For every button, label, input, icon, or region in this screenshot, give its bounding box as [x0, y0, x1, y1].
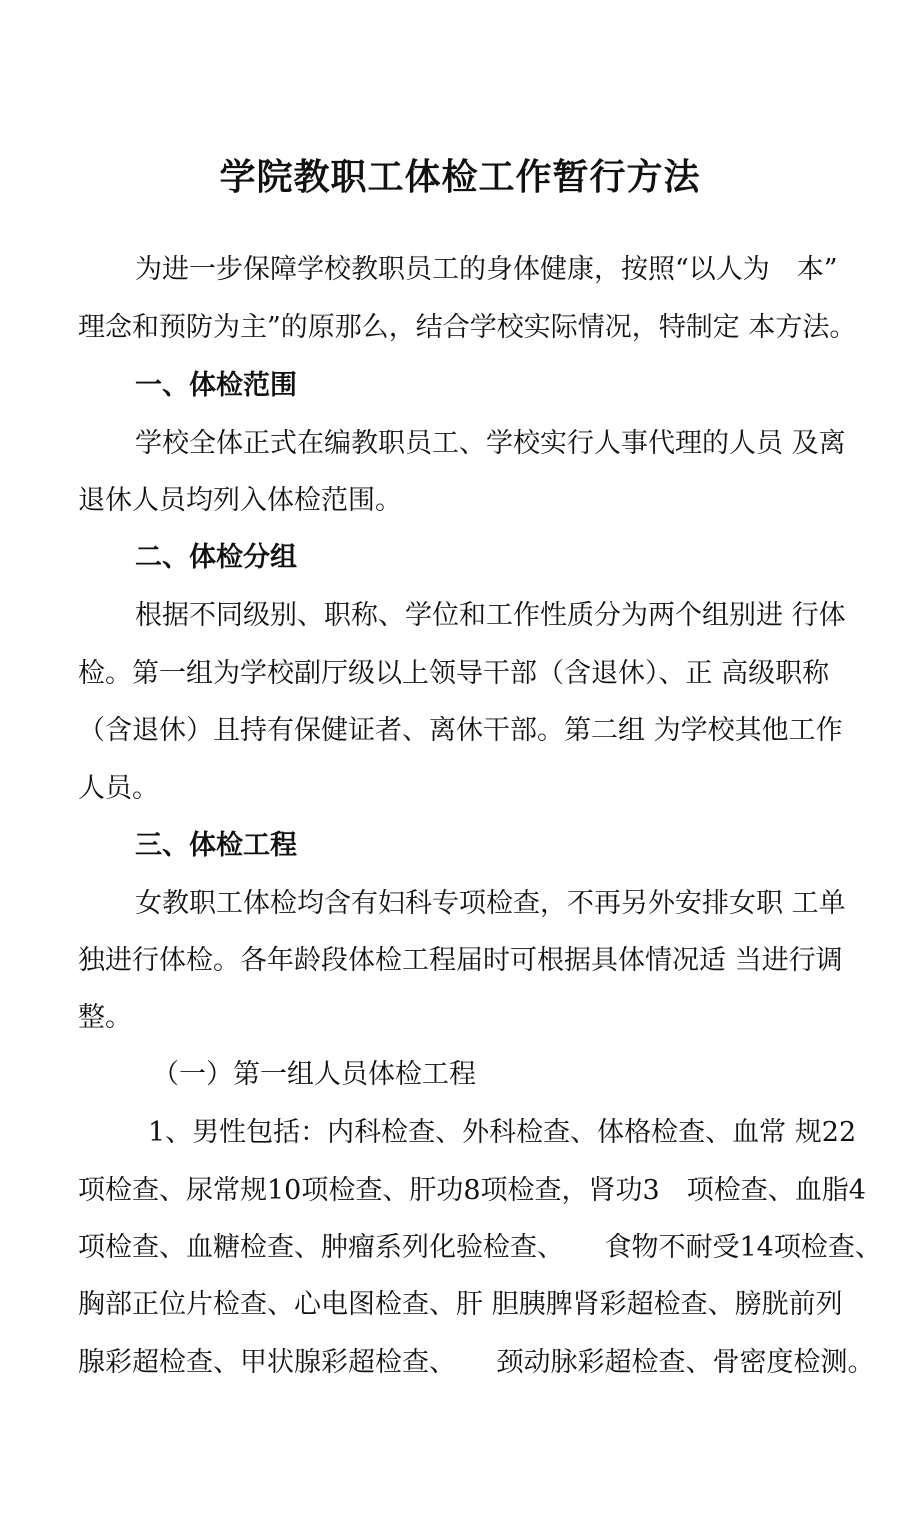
paragraph-line: 理念和预防为主”的原那么，结合学校实际情况，特制定 本方法。	[78, 312, 857, 343]
paragraph-line: 根据不同级别、职称、学位和工作性质分为两个组别进 行体	[135, 600, 846, 631]
paragraph-line: （含退休）且持有保健证者、离休干部。第二组 为学校其他工作	[78, 715, 843, 746]
subsection-heading: （一）第一组人员体检工程	[152, 1059, 476, 1090]
paragraph-line: 项检查、血糖检查、肿瘤系列化验检查、 食物不耐受14项检查、	[78, 1232, 882, 1263]
paragraph-line: 人员。	[78, 773, 159, 804]
paragraph-line: 1、男性包括：内科检查、外科检查、体格检查、血常 规22	[148, 1117, 857, 1148]
paragraph-line: 胸部正位片检查、心电图检查、肝 胆胰脾肾彩超检查、膀胱前列	[78, 1289, 843, 1320]
paragraph-line: 腺彩超检查、甲状腺彩超检查、 颈动脉彩超检查、骨密度检测。	[78, 1347, 875, 1378]
paragraph-line: 学校全体正式在编教职员工、学校实行人事代理的人员 及离	[135, 428, 846, 459]
document-title: 学院教职工体检工作暂行方法	[219, 157, 701, 198]
paragraph-line: 退休人员均列入体检范围。	[78, 485, 402, 516]
paragraph-line: 独进行体检。各年龄段体检工程届时可根据具体情况适 当进行调	[78, 945, 843, 976]
section-heading: 二、体检分组	[135, 542, 297, 573]
section-heading: 三、体检工程	[135, 830, 297, 861]
paragraph-line: 整。	[78, 1002, 132, 1033]
paragraph-line: 项检查、尿常规10项检查、肝功8项检查，肾功3 项检查、血脂4	[78, 1175, 866, 1206]
paragraph-line: 检。第一组为学校副厅级以上领导干部（含退休）、正 高级职称	[78, 658, 830, 689]
paragraph-line: 为进一步保障学校教职员工的身体健康，按照“以人为 本”	[135, 254, 838, 285]
paragraph-line: 女教职工体检均含有妇科专项检查，不再另外安排女职 工单	[135, 888, 846, 919]
section-heading: 一、体检范围	[135, 370, 297, 401]
